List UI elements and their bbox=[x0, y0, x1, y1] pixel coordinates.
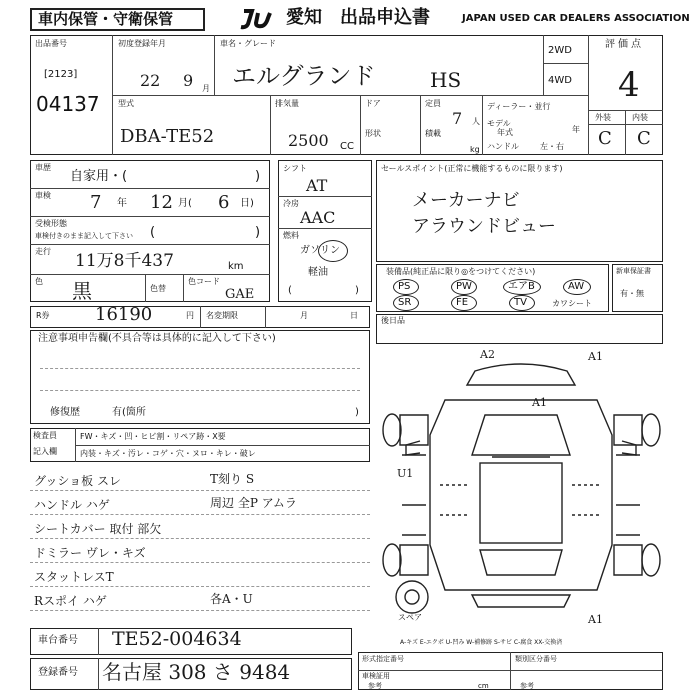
mileage-unit: km bbox=[228, 261, 244, 272]
spare-label: スペア bbox=[398, 613, 422, 622]
year-unit: 年 bbox=[572, 125, 580, 134]
color-value: 黒 bbox=[72, 279, 92, 303]
damage-mark-1: A2 bbox=[480, 348, 495, 361]
class-label: 類別区分番号 bbox=[515, 655, 557, 663]
damage-legend: A-キズ E-エクボ U-凹み W-補修跡 S-サビ C-腐食 XX-交換済 bbox=[400, 639, 563, 646]
color-code-label: 色コード bbox=[188, 277, 220, 286]
note-2-left: ハンドル ハゲ bbox=[34, 498, 110, 512]
damage-mark-5: A1 bbox=[588, 613, 603, 626]
door-label: ドア bbox=[365, 99, 381, 108]
note-2-right: 周辺 全P アムラ bbox=[210, 496, 297, 510]
model-year-label: モデル bbox=[487, 119, 511, 128]
plate-label: 登録番号 bbox=[38, 667, 78, 678]
sales-line-1: メーカーナビ bbox=[412, 190, 520, 211]
month-unit: 月 bbox=[202, 84, 210, 93]
receipt-paren: ( bbox=[150, 225, 156, 240]
org-name: 愛知 bbox=[286, 7, 322, 28]
notice-frame bbox=[30, 330, 370, 424]
damage-mark-2: A1 bbox=[588, 350, 603, 363]
equip-seat: カワシート bbox=[552, 299, 592, 308]
insp-year-unit: 年 bbox=[117, 198, 127, 209]
receipt-note: 車検付きのまま記入して下さい bbox=[35, 232, 133, 240]
fuel-paren-close: ) bbox=[355, 285, 359, 296]
inspection-label: 車検 bbox=[35, 191, 51, 200]
equip-sr: SR bbox=[398, 297, 412, 308]
drive-2wd: 2WD bbox=[548, 45, 572, 56]
reg-month: 9 bbox=[183, 71, 194, 90]
history-label: 車歴 bbox=[35, 163, 51, 172]
back-item-frame bbox=[376, 314, 663, 344]
score-label: 評価点 bbox=[605, 39, 644, 50]
cc-value: 2500 bbox=[288, 131, 329, 150]
equip-fe: FE bbox=[456, 297, 469, 308]
chassis-value: TE52-004634 bbox=[112, 628, 242, 650]
storage-title: 車内保管・守衛保管 bbox=[38, 10, 174, 28]
mileage-value: 11万8千437 bbox=[75, 251, 174, 271]
cc-label: 排気量 bbox=[275, 99, 299, 108]
note-4-left: ドミラー ヴレ・キズ bbox=[34, 546, 146, 560]
cert-label: 形式指定番号 bbox=[362, 655, 404, 663]
fuel-circle bbox=[318, 240, 348, 262]
new-warranty-label: 新車保証書 bbox=[616, 267, 651, 275]
history-value: 自家用・( bbox=[70, 169, 128, 184]
sales-label: セールスポイント(正常に機能するものに限ります) bbox=[381, 164, 563, 173]
notice-label: 注意事項申告欄(不具合等は具体的に記入して下さい) bbox=[38, 333, 276, 344]
recycle-value: 16190 bbox=[95, 304, 153, 325]
drive-4wd: 4WD bbox=[548, 75, 572, 86]
equip-pw: PW bbox=[456, 281, 472, 292]
recycle-unit: 円 bbox=[186, 311, 194, 320]
insp-year: 7 bbox=[90, 192, 102, 213]
fuel-alt: 軽油 bbox=[308, 267, 328, 278]
damage-mark-3: A1 bbox=[532, 396, 547, 409]
inspector-notes bbox=[30, 466, 370, 622]
ext-value: C bbox=[598, 128, 612, 149]
equip-fe-circle bbox=[451, 295, 477, 311]
equip-aw: AW bbox=[568, 281, 585, 292]
insp-day: 6 bbox=[218, 192, 230, 213]
reg-label: 初度登録年月 bbox=[118, 39, 166, 48]
note-1-left: グッショ板 スレ bbox=[34, 474, 121, 488]
fuel-paren-open: ( bbox=[288, 285, 292, 296]
capacity-unit: 人 bbox=[472, 117, 480, 126]
insp-month-unit: 月( bbox=[178, 198, 192, 209]
repair-value: 有(箇所 bbox=[112, 407, 146, 418]
model-name: エルグランド bbox=[232, 62, 376, 90]
dealer-label: ディーラー・並行 bbox=[487, 102, 551, 111]
shift-label: シフト bbox=[283, 164, 307, 173]
ref-label: 参考 bbox=[368, 682, 382, 690]
receipt-label: 受検形態 bbox=[35, 219, 67, 228]
score-value: 4 bbox=[618, 65, 640, 105]
shape-label: 形状 bbox=[365, 129, 381, 138]
ref-label-2: 参考 bbox=[520, 682, 534, 690]
color-no-label: 色替 bbox=[150, 284, 166, 293]
ac-label: 冷房 bbox=[283, 199, 299, 208]
model-label: 車名・グレード bbox=[220, 39, 276, 48]
load-unit: kg bbox=[470, 145, 480, 154]
equip-label: 装備品(純正品に限り◎をつけてください) bbox=[386, 267, 536, 276]
history-close: ) bbox=[255, 169, 261, 184]
plate-value: 名古屋 308 さ 9484 bbox=[102, 660, 291, 684]
type-label: 型式 bbox=[118, 99, 134, 108]
receipt-close: ) bbox=[255, 225, 261, 240]
note-1-right: T刻り S bbox=[210, 472, 255, 486]
association-name: JAPAN USED CAR DEALERS ASSOCIATION bbox=[462, 13, 690, 24]
cc-unit: CC bbox=[340, 141, 354, 152]
note-6-left: Rスポイ ハゲ bbox=[34, 594, 107, 608]
grade: HS bbox=[430, 68, 462, 92]
lot-label: 出品番号 bbox=[35, 39, 67, 48]
equip-sr-circle bbox=[393, 295, 419, 311]
equip-tv: TV bbox=[514, 297, 527, 308]
insp-day-unit: 日) bbox=[240, 198, 254, 209]
lot-number: 04137 bbox=[36, 92, 100, 116]
lot-sub: [2123] bbox=[44, 69, 78, 80]
note-3-left: シートカバー 取付 部欠 bbox=[34, 522, 162, 536]
inspector-label-2: 記入欄 bbox=[33, 447, 57, 456]
reg-year: 22 bbox=[140, 71, 161, 90]
equip-tv-circle bbox=[509, 295, 535, 311]
name-change-day: 日 bbox=[350, 311, 358, 320]
fuel-label: 燃料 bbox=[283, 231, 299, 240]
insp-month: 12 bbox=[150, 192, 173, 213]
form-title: 出品申込書 bbox=[340, 7, 430, 28]
steer-value: 左・右 bbox=[540, 142, 564, 151]
steer-label: ハンドル bbox=[487, 142, 519, 151]
equip-ps: PS bbox=[398, 281, 411, 292]
capacity-label: 定員 bbox=[425, 99, 441, 108]
chassis-label: 車台番号 bbox=[38, 635, 78, 646]
color-label: 色 bbox=[35, 277, 43, 286]
new-warranty-value: 有・無 bbox=[620, 289, 644, 298]
equip-airbag: エアB bbox=[508, 281, 535, 292]
damage-mark-4: U1 bbox=[397, 467, 414, 480]
ju-logo bbox=[238, 8, 286, 30]
capacity-value: 7 bbox=[452, 109, 463, 128]
type-value: DBA-TE52 bbox=[120, 126, 215, 147]
ac-value: AAC bbox=[300, 208, 336, 227]
inspector-row-1: FW・キズ・凹・ヒビ割・リペア跡・X要 bbox=[80, 432, 226, 441]
color-code: GAE bbox=[225, 287, 255, 302]
fuel-value: ガソリン bbox=[300, 245, 340, 256]
cert2-label: 車検証用 bbox=[362, 672, 390, 680]
cm-unit: cm bbox=[478, 682, 489, 690]
shift-value: AT bbox=[306, 176, 328, 195]
equip-pw-circle bbox=[451, 279, 477, 295]
name-change-label: 名変期限 bbox=[206, 311, 238, 320]
repair-label: 修復歴 bbox=[50, 407, 80, 418]
note-6-right: 各A・U bbox=[210, 592, 253, 606]
equip-aw-circle bbox=[563, 279, 591, 295]
inspector-row-2: 内装・キズ・汚レ・コゲ・穴・ヌロ・キレ・破レ bbox=[80, 449, 256, 458]
equip-airbag-circle bbox=[503, 279, 541, 295]
back-label: 後日品 bbox=[381, 316, 405, 325]
car-diagram bbox=[380, 345, 663, 635]
ext-label: 外装 bbox=[595, 113, 611, 122]
equip-ps-circle bbox=[393, 279, 419, 295]
note-5-left: スタットレスT bbox=[34, 570, 114, 584]
int-label: 内装 bbox=[632, 113, 648, 122]
repair-close: ) bbox=[355, 407, 359, 418]
mileage-label: 走行 bbox=[35, 247, 51, 256]
sales-line-2: アラウンドビュー bbox=[412, 216, 556, 237]
int-value: C bbox=[637, 128, 651, 149]
load-label: 積載 bbox=[425, 129, 441, 138]
name-change-month: 月 bbox=[300, 311, 308, 320]
recycle-label: R券 bbox=[36, 311, 50, 320]
sales-point-frame bbox=[376, 160, 663, 262]
inspector-label-1: 検査員 bbox=[33, 431, 57, 440]
model-year-label2: 年式 bbox=[497, 128, 513, 137]
